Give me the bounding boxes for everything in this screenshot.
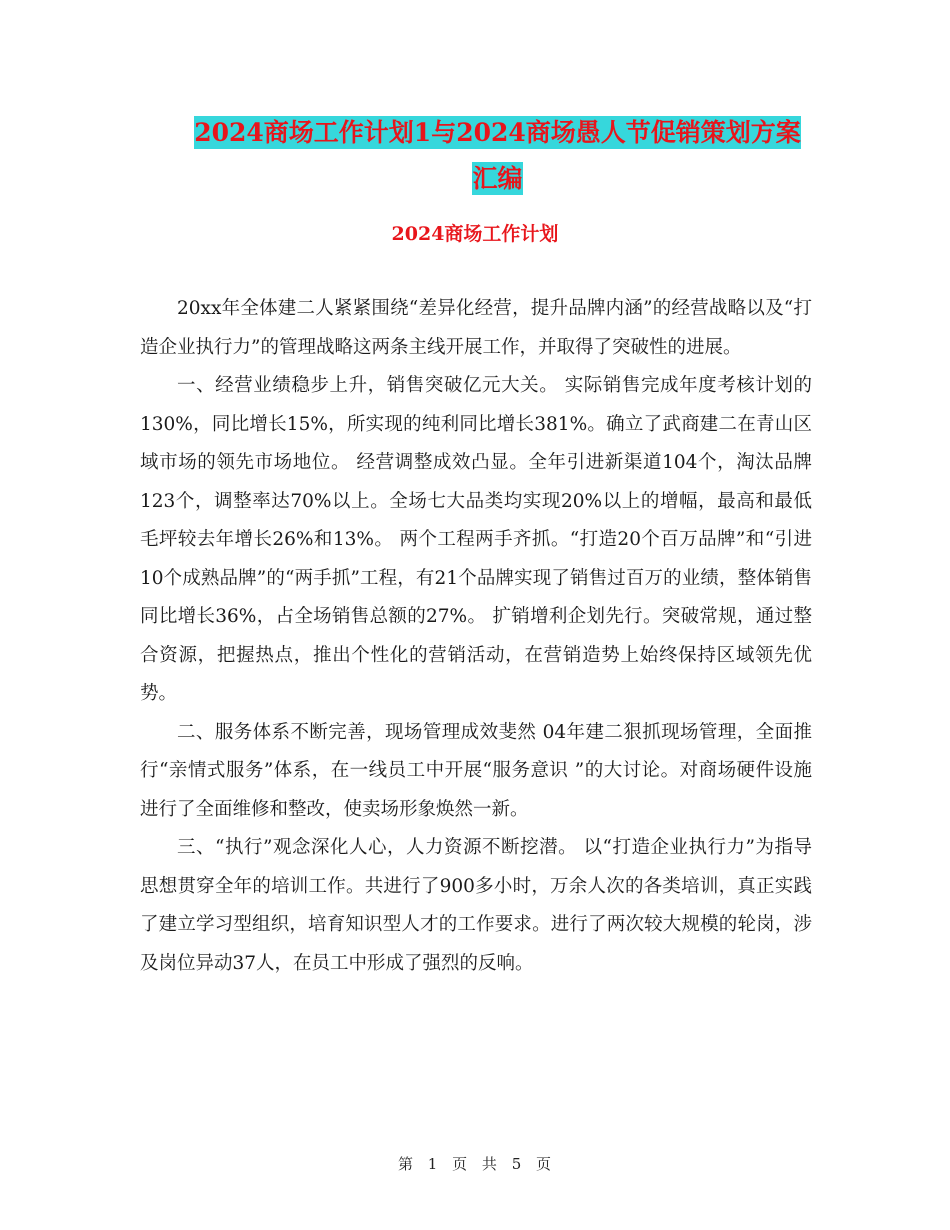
- document-title: [140, 110, 855, 202]
- document-body: [140, 290, 812, 983]
- document-title-line1: 2024商场工作计划1与2024商场愚人节促销策划方案: [194, 118, 801, 147]
- paragraph-section-2: 二、服务体系不断完善，现场管理成效斐然 04年建二狠抓现场管理，全面推行“亲情式服务”体系，在一线员工中开展“服务意识 ”的大讨论。对商场硬件设施进行了全面维修和整改，使卖场形象焕然一新。: [140, 721, 812, 820]
- section-title: 2024商场工作计划: [391, 223, 559, 245]
- footer-total-word: 共: [481, 1155, 498, 1173]
- footer-current-page: 1: [427, 1155, 439, 1173]
- footer-suffix: 页: [536, 1155, 553, 1173]
- document-title-line2: 汇编: [472, 164, 523, 193]
- footer-page-word: 页: [452, 1155, 469, 1173]
- paragraph-section-3: 三、“执行”观念深化人心，人力资源不断挖潜。 以“打造企业执行力”为指导思想贯穿全年的培训工作。共进行了900多小时，万余人次的各类培训，真正实践了建立学习型组织，培育知识型人才的工作要求。进行了两次较大规模的轮岗，涉及岗位异动37人，在员工中形成了强烈的反响。: [140, 837, 812, 974]
- footer-prefix: 第: [397, 1155, 414, 1173]
- footer-total-pages: 5: [511, 1155, 523, 1173]
- page-footer: [0, 1153, 950, 1174]
- paragraph-intro: 20xx年全体建二人紧紧围绕“差异化经营，提升品牌内涵”的经营战略以及“打造企业执行力”的管理战略这两条主线开展工作，并取得了突破性的进展。: [140, 298, 812, 358]
- paragraph-section-1: 一、经营业绩稳步上升，销售突破亿元大关。 实际销售完成年度考核计划的130%，同比增长15%，所实现的纯利同比增长381%。确立了武商建二在青山区域市场的领先市场地位。 经营调整成效凸显。全年引进新渠道104个，淘汰品牌123个，调整率达70%以上。全场七大品类均实现20%以上的增幅，最高和最低毛坪较去年增长26%和13%。 两个工程两手齐抓。“打造20个百万品牌”和“引进10个成熟品牌”的“两手抓”工程，有21个品牌实现了销售过百万的业绩，整体销售同比增长36%，占全场销售总额的27%。 扩销增利企划先行。突破常规，通过整合资源，把握热点，推出个性化的营销活动，在营销造势上始终保持区域领先优势。: [140, 375, 812, 704]
